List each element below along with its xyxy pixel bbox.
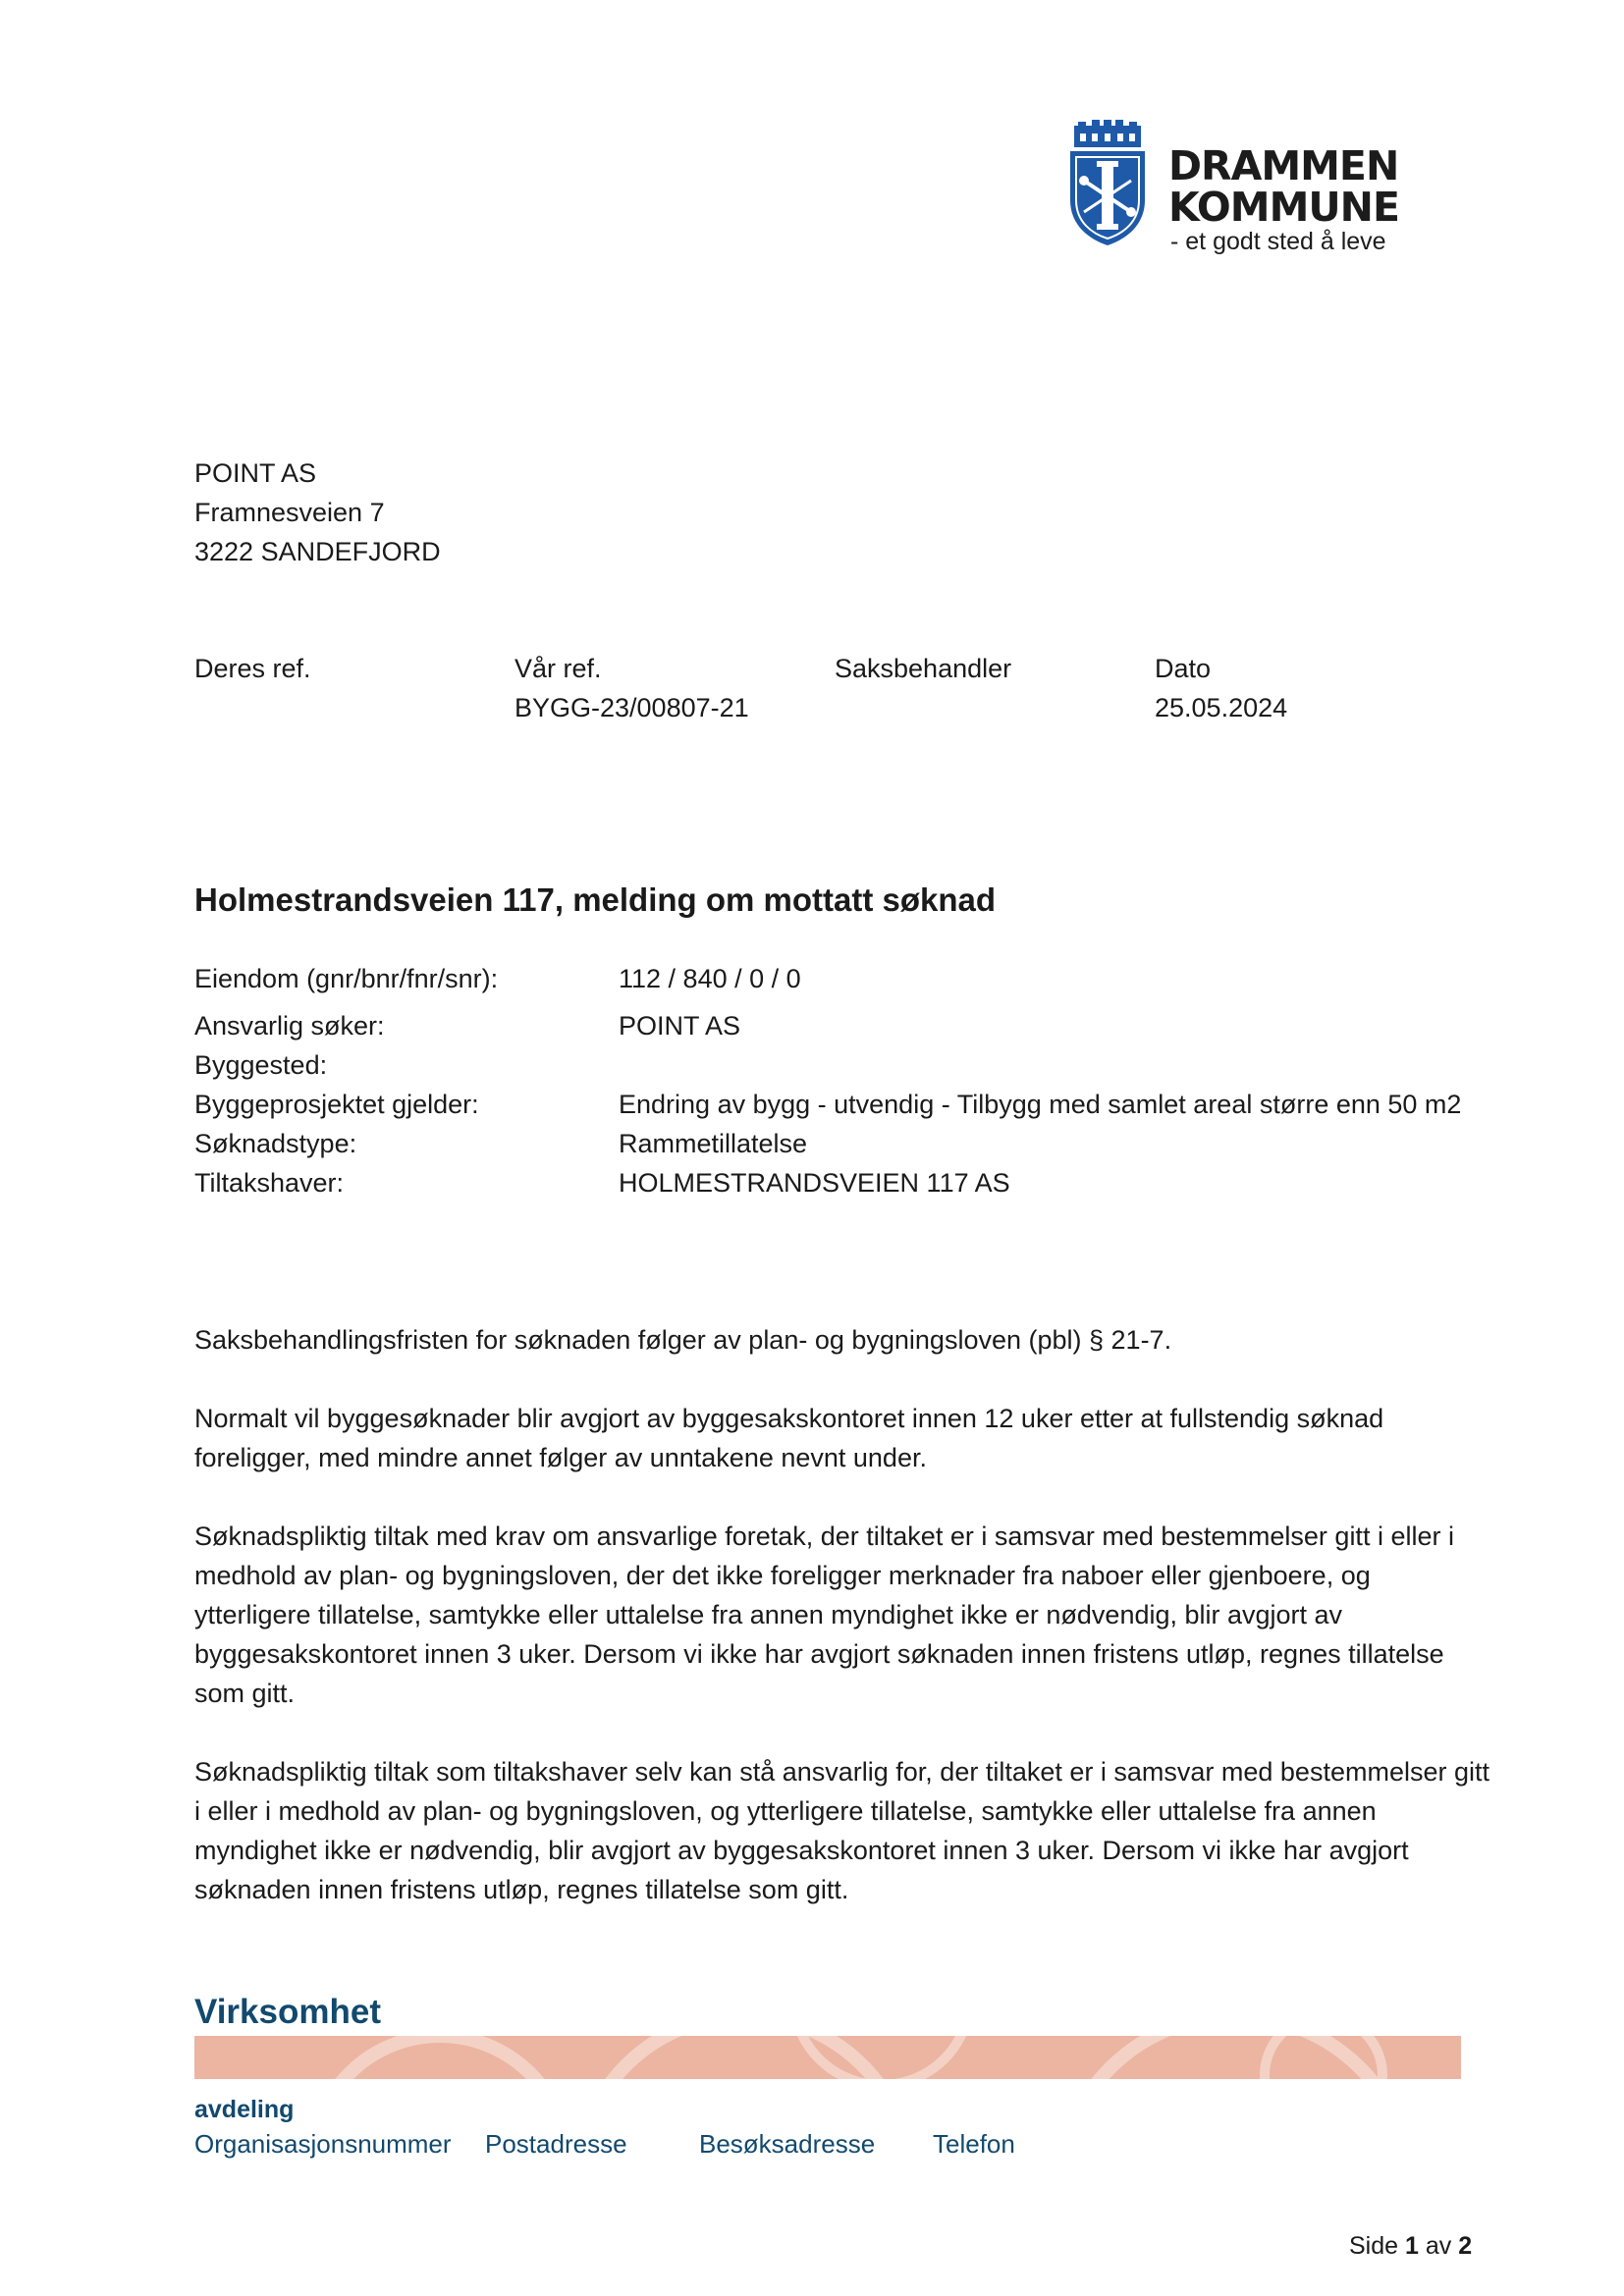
- info-value: 112 / 840 / 0 / 0: [619, 964, 801, 993]
- footer-decorative-band: [194, 2036, 1461, 2079]
- ref-saksbehandler-label: Saksbehandler: [835, 654, 1012, 683]
- info-label: Eiendom (gnr/bnr/fnr/snr):: [194, 964, 499, 993]
- footer-postadresse: Postadresse: [485, 2129, 627, 2159]
- info-value: [619, 1045, 1490, 1085]
- footer-avdeling: avdeling: [194, 2096, 295, 2123]
- footer-organisasjonsnummer: Organisasjonsnummer: [194, 2129, 452, 2159]
- footer-besoksadresse: Besøksadresse: [699, 2129, 876, 2159]
- recipient-name: POINT AS: [194, 458, 317, 488]
- body-paragraph: Søknadspliktig tiltak med krav om ansvarlige foretak, der tiltaket er i samsvar med bestemmelser gitt i eller i medhold av plan- og bygningsloven, der det ikke foreligger merknader fra naboer eller gjenboere, og ytterligere tillatelse, samtykke eller uttalelse fra annen myndighet ikke er nødvendig, blir avgjort av byggesakskontoret innen 3 uker. Dersom vi ikke har avgjort søknaden innen fristens utløp, regnes tillatelse som gitt.: [194, 1522, 1454, 1708]
- body-paragraph: Saksbehandlingsfristen for søknaden følger av plan- og bygningsloven (pbl) § 21-7.: [194, 1325, 1172, 1355]
- info-row-byggeprosjekt: [194, 1085, 1490, 1124]
- recipient-street: Framnesveien 7: [194, 498, 385, 527]
- letter-body: [194, 1320, 1490, 1949]
- logo-line-2: KOMMUNE: [1168, 184, 1399, 231]
- letter-title: Holmestrandsveien 117, melding om mottatt søknad: [194, 881, 997, 918]
- info-row-soknadstype: [194, 1124, 1490, 1163]
- info-row-eiendom: [194, 959, 1490, 998]
- page-side-label: Side: [1349, 2232, 1399, 2260]
- info-value: HOLMESTRANDSVEIEN 117 AS: [619, 1168, 1010, 1198]
- ref-dato-label: Dato: [1155, 654, 1212, 683]
- body-paragraph: Normalt vil byggesøknader blir avgjort av byggesakskontoret innen 12 uker etter at fullstendig søknad foreligger, med mindre annet følger av unntakene nevnt under.: [194, 1404, 1384, 1472]
- info-value: POINT AS: [619, 1011, 741, 1041]
- page-total: 2: [1458, 2232, 1473, 2260]
- decorative-arcs-icon: [194, 2036, 1461, 2079]
- coat-of-arms-icon: [1062, 120, 1153, 249]
- ref-var-value: BYGG-23/00807-21: [514, 693, 749, 722]
- ref-deres-label: Deres ref.: [194, 654, 311, 683]
- page-av-label: av: [1425, 2232, 1452, 2260]
- logo-tagline: - et godt sted å leve: [1170, 228, 1386, 255]
- ref-var: [514, 649, 749, 727]
- logo-wordmark: [1168, 142, 1399, 255]
- footer-virksomhet: Virksomhet: [194, 1993, 381, 2031]
- municipality-logo: [1062, 120, 1406, 257]
- info-label: Byggeprosjektet gjelder:: [194, 1090, 479, 1119]
- info-row-byggested: [194, 1045, 1490, 1085]
- info-label: Ansvarlig søker:: [194, 1011, 385, 1041]
- info-value: Endring av bygg - utvendig - Tilbygg med samlet areal større enn 50 m2: [619, 1090, 1462, 1119]
- case-info: [194, 959, 1490, 1202]
- ref-var-label: Vår ref.: [514, 654, 602, 683]
- ref-saksbehandler: [835, 649, 1011, 688]
- info-value: Rammetillatelse: [619, 1129, 808, 1158]
- recipient-address: [194, 454, 441, 571]
- info-row-ansvarlig-soker: [194, 1006, 1490, 1045]
- logo-line-1: DRAMMEN: [1168, 142, 1399, 189]
- body-paragraph: Søknadspliktig tiltak som tiltakshaver selv kan stå ansvarlig for, der tiltaket er i samsvar med bestemmelser gitt i eller i medhold av plan- og bygningsloven, og ytterligere tillatelse, samtykke eller uttalelse fra annen myndighet ikke er nødvendig, blir avgjort av byggesakskontoret innen 3 uker. Dersom vi ikke har avgjort søknaden innen fristens utløp, regnes tillatelse som gitt.: [194, 1757, 1489, 1904]
- info-label: Tiltakshaver:: [194, 1168, 345, 1198]
- info-row-tiltakshaver: [194, 1163, 1490, 1202]
- page-current: 1: [1405, 2232, 1419, 2260]
- ref-deres: [194, 649, 311, 688]
- ref-dato: [1155, 649, 1287, 727]
- info-label: Byggested:: [194, 1050, 328, 1080]
- footer-telefon: Telefon: [933, 2129, 1015, 2159]
- ref-dato-value: 25.05.2024: [1155, 693, 1288, 722]
- page-counter: [1349, 2228, 1472, 2264]
- info-label: Søknadstype:: [194, 1129, 357, 1158]
- recipient-city: 3222 SANDEFJORD: [194, 537, 441, 566]
